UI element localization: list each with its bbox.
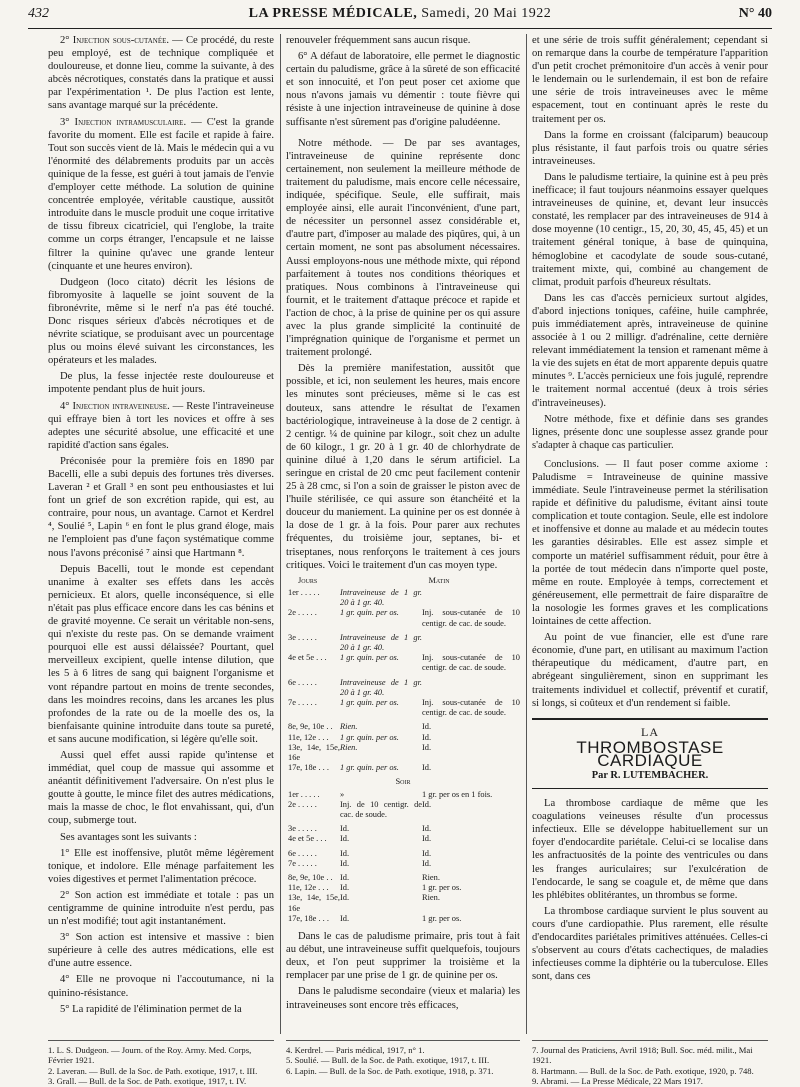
paragraph: 3° Injection intramusculaire. — C'est la grande favorite du moment. Elle est facile et rapide à faire. Tout son succès vient de là. Mais le médecin qui a vu l'énormité des délabrements produits par un accès quinique de la fesse, est guéri à tout jamais de l'envie d'employer cette méthode. La solution de quinine concentrée employée, véritable caustique, aussitôt introduite dans le muscle produit une coque irritative de tissu fibreux cicatriciel, qui l'englobe, la traite comme un corps étranger, l'encapsule et ne laisse filtrer la quinine qu'avec une grande lenteur (cinquante et une heures environ). bbox=[48, 116, 274, 272]
paragraph: Notre méthode. — De par ses avantages, l'intraveineuse de quinine représente donc certainement, non seulement la meilleure méthode de traitement du paludisme, mais encore celle nécessaire, indiquée, spécifique. Seule, elle suffirait, mais employée ainsi, elle aurait l'inconvénient, d'une part, de nécessiter un personnel assez considérable et, d'autre part, d'imposer au malade des piqûres, qui, à un certain moment, ne sont pas absolument nécessaires. Aussi employons-nous une méthode mixte, qui répond parfaitement à toutes nos conditions théoriques et pratiques. Nous combinons à l'intraveineuse qui fournit, et le traitement d'attaque précoce et rapide et l'action de choc, à la prise de quinine per os qui assure avec la plus grande simplicité la continuité de l'imprégnation quinique de l'organisme et permet un traitement prolongé. bbox=[286, 137, 520, 359]
schedule-day: 6e . . . . . bbox=[288, 677, 317, 687]
paragraph: Conclusions. — Il faut poser comme axiome : Paludisme = Intraveineuse de quinine massive immédiate. Seule l'intraveineuse permet la stérilisation rapide et définitive du paludisme, évitant ainsi toute complication et toute contagion. Seule, elle est indolore et inoffensive et donne au malade et au médecin toutes les garanties désirables. Elle est assez simple et comporte un matériel suffisamment réduit, pour être à la portée de tout médecin dans n'importe quel poste, même en route. Employée à temps, correctement et généreusement, elle permettrait de faire disparaître de la nosologie les formes graves et les complications lointaines de cette affection. bbox=[532, 458, 768, 628]
schedule-evening-heading: Soir bbox=[395, 777, 411, 787]
schedule-dose: Id. bbox=[340, 913, 350, 923]
schedule-dose: Rien. bbox=[340, 722, 358, 732]
schedule-dose: 1 gr. quin. per os. bbox=[340, 732, 399, 742]
footnote: 5. Soulié. — Bull. de la Soc. de Path. exotique, 1917, t. III. bbox=[286, 1055, 490, 1066]
schedule-dose: Id. bbox=[340, 873, 350, 883]
schedule-row bbox=[286, 608, 520, 628]
paragraph: La thrombose cardiaque de même que les coagulations veineuses résulte d'un processus infectieux. Elle se développe habituellement sur un foyer d'endocardite pariétale. Celui-ci se localise dans les anfractuosités de la pointe des ventricules ou dans les franges auriculaires; sur l'exulcération de l'endocarde, le sang se coagule et, de même que dans les phlébites oblitérantes, un thrombus se forme. bbox=[532, 798, 768, 901]
article-kicker: LA bbox=[641, 724, 659, 739]
schedule-row bbox=[286, 800, 520, 820]
schedule-note: 1 gr. per os. bbox=[422, 883, 462, 893]
issue-number: N° 40 bbox=[738, 6, 772, 21]
paragraph: renouveler fréquemment sans aucun risque. bbox=[286, 35, 471, 46]
schedule-note: Inj. sous-cutanée de 10 centigr. de cac. de soude. bbox=[422, 697, 520, 718]
schedule-row bbox=[286, 893, 520, 913]
schedule-row bbox=[286, 678, 520, 698]
footnote: 4. Kerdrel. — Paris médical, 1917, n° 1. bbox=[286, 1045, 425, 1055]
schedule-dose: 1 gr. quin. per os. bbox=[340, 653, 399, 663]
schedule-note: Id. bbox=[422, 858, 432, 868]
paragraph: Dès la première manifestation, aussitôt que possible, et ici, non seulement les heures, mais encore les minutes sont précieuses, même si le cas est douteux, sans attendre le résultat de l'examen bactériologique, intraveineuse à la dose de 2 centigr. à 2 centigr. ¼ de quinine par kilogr., soit chez un adulte de 60 kilogr., 1 gr. 20 à 1 gr. 40 de chlorhydrate de quinine dilué à 1,20 dans le sérum artificiel. La seringue en cristal de 20 cmc peut facilement contenir 25 à 28 cmc, si l'on a soin de graisser le piston avec de l'huile stérilisée, ce qui assure son étanchéité et la douceur du maniement. La quinine per os est donnée à la dose de 1 gr. à la fois. Pour parer aux rechutes fréquentes, du troisième jour, septanes, bi- et triseptanes, nous renforçons le traitement à ces jours critiques. Voici le traitement d'un cas moyen type. bbox=[286, 363, 520, 571]
schedule-note bbox=[422, 588, 520, 608]
schedule-note: 1 gr. per os. bbox=[422, 913, 462, 923]
schedule-dose: Id. bbox=[340, 824, 350, 834]
page-header bbox=[28, 4, 772, 29]
paragraph: 6° A défaut de laboratoire, elle permet le diagnostic certain du paludisme, grâce à la sûreté de son efficacité et son innocuité, et l'on peut poser cet axiome que nous n'avons jamais vu démentir : toute fièvre qui résiste à une injection intraveineuse de quinine à dose suffisante n'est sûrement pas d'origine paludéenne. bbox=[286, 51, 520, 128]
schedule-day: 7e . . . . . bbox=[288, 697, 317, 707]
schedule-dose: Intraveineuse de 1 gr. 20 à 1 gr. 40. bbox=[340, 677, 422, 697]
schedule-day: 7e . . . . . bbox=[288, 858, 317, 868]
column-right bbox=[532, 34, 768, 986]
schedule-row bbox=[286, 588, 520, 608]
paragraph: 3° Son action est intensive et massive : bien supérieure à celle des autres médications, elle est d'une autre essence. bbox=[48, 932, 274, 970]
section-lead: 2° Injection sous-cutanée. bbox=[60, 35, 170, 46]
page-number: 432 bbox=[28, 6, 49, 21]
paragraph: Dudgeon (loco citato) décrit les lésions de fibromyosite à laquelle se joint souvent de la fibronévrite, même si le nerf n'a pas été touché. Donc risques sérieux d'abcès nécrotiques et de névrite sciatique, se produisant avec un pourcentage plus ou moins élevé suivant les circonstances, les opérateurs et les malades. bbox=[48, 276, 274, 367]
schedule-dose: Intraveineuse de 1 gr. 20 à 1 gr. 40. bbox=[340, 632, 422, 652]
schedule-evening bbox=[286, 790, 520, 924]
schedule-row bbox=[286, 883, 520, 893]
footnotes-left bbox=[48, 1040, 274, 1085]
schedule-day: 3e . . . . . bbox=[288, 824, 317, 834]
paragraph: Dans le paludisme secondaire (vieux et malaria) les intraveineuses sont encore très efficaces, bbox=[286, 986, 520, 1011]
schedule-dose: Id. bbox=[340, 883, 350, 893]
paragraph: 4° Injection intraveineuse. — Reste l'intraveineuse qui effraye bien à tort les novices et offre à ses adeptes une sécurité absolue, une efficacité et une rapidité d'action sans égales. bbox=[48, 400, 274, 451]
paragraph: 1° Elle est inoffensive, plutôt même légèrement tonique, et indolore. Elle ménage parfaitement les voies digestives et permet l'alimentation précoce. bbox=[48, 847, 274, 885]
schedule-note: Id. bbox=[422, 834, 432, 844]
schedule-row bbox=[286, 633, 520, 653]
schedule-note bbox=[422, 633, 520, 653]
paragraph: De plus, la fesse injectée reste douloureuse et impotente pendant plus de huit jours. bbox=[48, 371, 274, 396]
column-middle bbox=[286, 34, 520, 1011]
column-divider bbox=[280, 34, 281, 1034]
schedule-note: Id. bbox=[422, 722, 432, 732]
section-lead: 4° Injection intraveineuse. bbox=[60, 400, 170, 412]
paragraph: Au point de vue financier, elle est d'une rare économie, d'une part, en utilisant au maximum l'action thérapeutique du médicament, d'autre part, en abrégeant singulièrement, sinon en supprimant les traitements individuel et collectif, préventif et curatif, si longs, si coûteux et d'un rendement si faible. bbox=[532, 632, 768, 709]
schedule-note: Id. bbox=[422, 763, 432, 773]
schedule-dose: Intraveineuse de 1 gr. 20 à 1 gr. 40. bbox=[340, 587, 422, 608]
schedule-note: Id. bbox=[422, 848, 432, 858]
paragraph: Dans la forme en croissant (falciparum) beaucoup plus résistante, il faut parfois trois ou quatre séries intraveineuses. bbox=[532, 129, 768, 167]
footnote: 2. Laveran. — Bull. de la Soc. de Path. exotique, 1917, t. III. bbox=[48, 1065, 258, 1076]
schedule-day: 13e, 14e, 15e, 16e bbox=[288, 893, 340, 913]
schedule-day: 4e et 5e . . . bbox=[288, 653, 327, 663]
schedule-row bbox=[286, 873, 520, 883]
schedule-note: Inj. sous-cutanée de 10 centigr. de cac. de soude. bbox=[422, 653, 520, 673]
schedule-row bbox=[286, 763, 520, 773]
schedule-day: 6e . . . . . bbox=[288, 848, 317, 858]
article-separator bbox=[532, 718, 768, 720]
schedule-row bbox=[286, 743, 520, 763]
schedule-day: 8e, 9e, 10e . . bbox=[288, 722, 333, 732]
schedule-day: 11e, 12e . . . bbox=[288, 732, 329, 742]
schedule-day: 13e, 14e, 15e, 16e bbox=[288, 742, 340, 762]
schedule-morning-heading: Matin bbox=[428, 575, 450, 585]
article-byline: Par R. LUTEMBACHER. bbox=[591, 769, 709, 781]
footnote: 7. Journal des Praticiens, Avril 1918; Bull. Soc. méd. milit., Mai 1921. bbox=[532, 1045, 753, 1066]
paragraph: Dans le paludisme tertiaire, la quinine est à peu près inefficace; il faut toujours néanmoins essayer quelques intraveineuses de quinine, et, devant leur insuccès constaté, les remplacer par des intraveineuses de 914 à dose moyenne (10 centigr., 15, 20, 30, 45, 45, 45) et un traitement général tonique, à base de quinquina, hémoglobine et cacodylate de soude sous-cutané, traitement mixte, qui, combiné au changement de climat, produit parfois d'heureux résultats. bbox=[532, 171, 768, 288]
schedule-dose: 1 gr. quin. per os. bbox=[340, 763, 399, 773]
paragraph: La thrombose cardiaque survient le plus souvent au cours d'une cardiopathie. Plus rarement, elle résulte d'endocardites pariétales primitives atténuées. Celles-ci s'observent au cours d'états cachectiques, de maladies infectieuses comme la diphtérie ou la tuberculose. Elles sont, dans ces bbox=[532, 905, 768, 983]
schedule-day: 1er . . . . . bbox=[288, 789, 320, 799]
footnote: 3. Grall. — Bull. de la Soc. de Path. exotique, 1917, t. IV. bbox=[48, 1076, 247, 1087]
schedule-row bbox=[286, 849, 520, 859]
paragraph: Depuis Bacelli, tout le monde est cependant unanime à exalter ses effets dans les accès pernicieux. Et alors, quelle inconséquence, si elle n'était pas plus efficace encore dans les cas bénins et de gravité moyenne. Ce serait un véritable non-sens, qui n'existe du reste pas. On se demande vraiment pourquoi elle est aussi délaissée? Pourtant, quel merveilleux excipient, quelle intense dilution, que les 5 à 6 litres de sang qui baignent l'organisme et vont répandre partout en moins de trente secondes, dans les moindres recoins, dans les arcanes les plus profondes de la rate ou de la moelle des os, la bienfaisante quinine introduite dans toute sa pureté, et sans aucune modification, si légère qu'elle soit. bbox=[48, 563, 274, 745]
schedule-row bbox=[286, 733, 520, 743]
schedule-dose: Id. bbox=[340, 893, 350, 903]
schedule-days-heading: Jours bbox=[298, 575, 318, 585]
paragraph: et une série de trois suffit généralement; cependant si on remarque dans la courbe de température l'apparition d'un petit crochet prémonitoire d'un accès à venir pour le lendemain ou le surlendemain, il est bon de refaire une série de trois intraveineuses avec le même espacement, tout en continuant après le reste du traitement per os. bbox=[532, 35, 768, 125]
schedule-header bbox=[286, 576, 520, 586]
schedule-row bbox=[286, 790, 520, 800]
schedule-dose: Id. bbox=[340, 858, 350, 868]
schedule-dose: Inj. de 10 centigr. de cac. de soude. bbox=[340, 799, 422, 820]
treatment-schedule bbox=[286, 576, 520, 924]
schedule-note: Inj. sous-cutanée de 10 centigr. de cac. de soude. bbox=[422, 608, 520, 628]
footnote: 6. Lapin. — Bull. de la Soc. de Path. exotique, 1918, p. 371. bbox=[286, 1065, 494, 1076]
schedule-row bbox=[286, 834, 520, 844]
schedule-day: 1er . . . . . bbox=[288, 587, 320, 597]
footnote: 1. L. S. Dudgeon. — Journ. of the Roy. Army. Med. Corps, Février 1921. bbox=[48, 1045, 252, 1066]
paragraph: 2° Injection sous-cutanée. — Ce procédé, du reste peu employé, est de technique compliquée et douloureuse, et donne lieu, comme la suivante, à des abcès nécrotiques, constatés dans la pratique et aussi par l'expérimentation ¹. De plus l'action est lente, sans avantage marqué sur la précédente. bbox=[48, 35, 274, 112]
paragraph: Dans le cas de paludisme primaire, pris tout à fait au début, une intraveineuse suffit quelquefois, toujours deux, et l'on peut supprimer la troisième et la remplacer par une prise de 1 gr. de quinine per os. bbox=[286, 931, 520, 982]
column-divider bbox=[526, 34, 527, 1034]
paragraph: Ses avantages sont les suivants : bbox=[60, 831, 197, 843]
paragraph: 2° Son action est immédiate et totale : pas un centigramme de quinine introduite n'est perdu, pas un n'est modifié; tout agit instantanément. bbox=[48, 889, 274, 928]
schedule-morning bbox=[286, 588, 520, 773]
schedule-row bbox=[286, 824, 520, 834]
schedule-row bbox=[286, 859, 520, 869]
schedule-dose: Id. bbox=[340, 848, 350, 858]
paragraph: 4° Elle ne provoque ni l'accoutumance, ni la quinino-résistance. bbox=[48, 974, 274, 999]
schedule-note: Id. bbox=[422, 742, 432, 752]
footnote: 8. Hartmann. — Bull. de la Soc. de Path. exotique, 1920, p. 748. bbox=[532, 1065, 754, 1076]
title-rule bbox=[532, 788, 768, 789]
column-left bbox=[48, 34, 274, 1015]
schedule-note: Rien. bbox=[422, 893, 440, 903]
schedule-note: Id. bbox=[422, 732, 432, 742]
paragraph: 5° La rapidité de l'élimination permet de la bbox=[60, 1003, 242, 1015]
paragraph: Préconisée pour la première fois en 1890 par Bacelli, elle a subi depuis des fortunes très diverses. Laveran ² et Grall ³ en sont peu enthousiastes et lui font un grief de son excrétion rapide, qui est, au contraire, pour nous, un avantage. Carnot et Kerdrel ⁴, Soulié ⁵, Lapin ⁶ en font le plus grand éloge, mais ne l'emploient pas d'une façon systématique comme nous l'avons préconisé ⁷ ainsi que Hartmann ⁸. bbox=[48, 455, 274, 559]
journal-title: LA PRESSE MÉDICALE, bbox=[248, 6, 418, 21]
schedule-note: Rien. bbox=[422, 873, 440, 883]
masthead bbox=[28, 6, 772, 22]
footnotes-right bbox=[532, 1040, 768, 1085]
schedule-dose: Id. bbox=[340, 834, 350, 844]
schedule-day: 17e, 18e . . . bbox=[288, 913, 329, 923]
paragraph: Aussi quel effet aussi rapide qu'intense et immédiat, quel coup de massue qui assomme et anéantit définitivement l'adversaire. On n'est plus le goutte à goutte, le mince filet des autres médications, mais la masse de choc, le flot envahissant, qui, d'un coup, submerge tout. bbox=[48, 749, 274, 827]
schedule-note: Id. bbox=[422, 799, 432, 809]
article-title: THROMBOSTASE CARDIAQUE bbox=[576, 737, 724, 770]
schedule-row bbox=[286, 653, 520, 673]
schedule-dose: 1 gr. quin. per os. bbox=[340, 697, 399, 707]
schedule-day: 4e et 5e . . . bbox=[288, 834, 327, 844]
schedule-dose: » bbox=[340, 789, 345, 799]
schedule-note bbox=[422, 678, 520, 698]
schedule-day: 2e . . . . . bbox=[288, 608, 317, 618]
schedule-dose: Rien. bbox=[340, 742, 358, 752]
paragraph: Notre méthode, fixe et définie dans ses grandes lignes, présente donc une souplesse assez grande pour s'adapter à chaque cas particulier. bbox=[532, 413, 768, 451]
schedule-day: 3e . . . . . bbox=[288, 632, 317, 642]
issue-date: Samedi, 20 Mai 1922 bbox=[421, 6, 552, 21]
footnote: 9. Abrami. — La Presse Médicale, 22 Mars 1917. bbox=[532, 1076, 703, 1087]
schedule-row bbox=[286, 698, 520, 718]
footnotes-middle bbox=[286, 1040, 520, 1085]
schedule-row bbox=[286, 722, 520, 732]
schedule-day: 8e, 9e, 10e . . bbox=[288, 873, 333, 883]
schedule-note: 1 gr. per os en 1 fois. bbox=[422, 789, 493, 799]
schedule-note: Id. bbox=[422, 824, 432, 834]
schedule-dose: 1 gr. quin. per os. bbox=[340, 608, 399, 618]
section-lead: 3° Injection intramusculaire. bbox=[60, 116, 187, 128]
schedule-day: 11e, 12e . . . bbox=[288, 883, 329, 893]
schedule-day: 2e . . . . . bbox=[288, 799, 317, 809]
paragraph: Dans les cas d'accès pernicieux surtout algides, d'abord injections toniques, caféine, huile camphrée, puis immédiatement après, intraveineuse de quinine associée à 1 ou 2 milligr. d'adrénaline, cette dernière relevant immédiatement la tension et ramenant même à la vie des sujets en état de mort apparente depuis quatre minutes ⁹. L'accès pernicieux une fois jugulé, reprendre le traitement normal accentué (deux à trois séries d'intraveineuses). bbox=[532, 292, 768, 409]
schedule-day: 17e, 18e . . . bbox=[288, 763, 329, 773]
schedule-row bbox=[286, 914, 520, 924]
